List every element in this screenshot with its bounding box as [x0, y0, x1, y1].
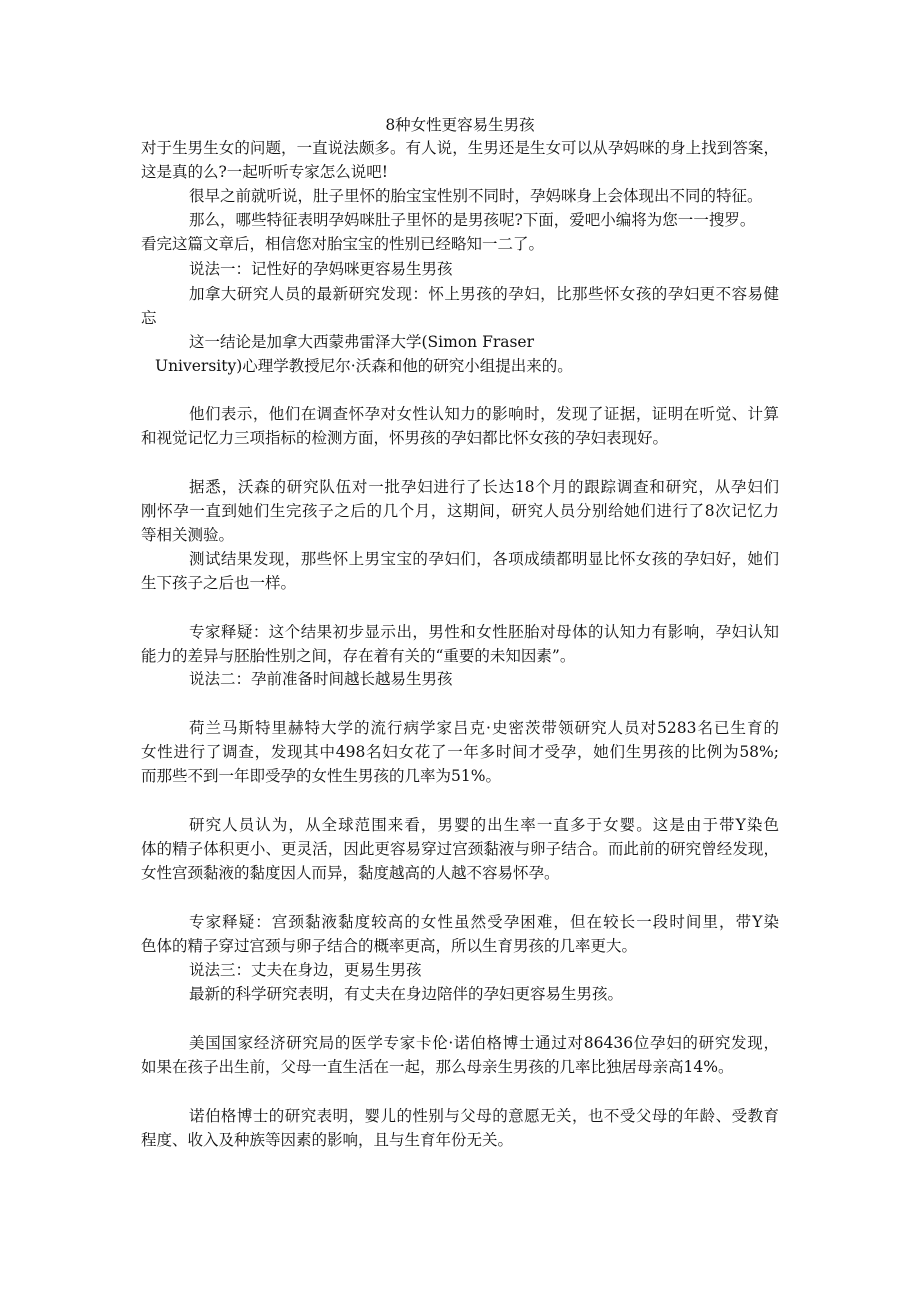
- paragraph-line: 专家释疑：这个结果初步显示出，男性和女性胚胎对母体的认知力有影响，孕妇认知: [189, 623, 779, 641]
- paragraph-line: 而那些不到一年即受孕的女性生男孩的几率为51%。: [141, 767, 501, 785]
- paragraph-line: 这是真的么?一起听听专家怎么说吧!: [141, 163, 389, 181]
- paragraph-line: 那么，哪些特征表明孕妈咪肚子里怀的是男孩呢?下面，爱吧小编将为您一一搜罗。: [189, 211, 756, 229]
- paragraph-line: 很早之前就听说，肚子里怀的胎宝宝性别不同时，孕妈咪身上会体现出不同的特征。: [189, 187, 763, 205]
- paragraph-line: 研究人员认为，从全球范围来看，男婴的出生率一直多于女婴。这是由于带Y染色: [189, 816, 779, 834]
- paragraph-line: 荷兰马斯特里赫特大学的流行病学家吕克·史密茨带领研究人员对5283名已生育的: [189, 719, 779, 737]
- paragraph-line: 如果在孩子出生前，父母一直生活在一起，那么母亲生男孩的几率比独居母亲高14%。: [141, 1058, 734, 1076]
- section-heading: 说法三：丈夫在身边，更易生男孩: [189, 961, 422, 979]
- paragraph-line: 据悉，沃森的研究队伍对一批孕妇进行了长达18个月的跟踪调查和研究，从孕妇们: [189, 478, 779, 496]
- paragraph-line: 看完这篇文章后，相信您对胎宝宝的性别已经略知一二了。: [141, 235, 545, 253]
- paragraph-line: 对于生男生女的问题，一直说法颇多。有人说，生男还是生女可以从孕妈咪的身上找到答案，: [141, 139, 779, 157]
- paragraph-line: University)心理学教授尼尔·沃森和他的研究小组提出来的。: [155, 357, 573, 375]
- paragraph-line: 程度、收入及种族等因素的影响，且与生育年份无关。: [141, 1131, 514, 1149]
- page-title: 8种女性更容易生男孩: [385, 116, 535, 134]
- paragraph-line: 测试结果发现，那些怀上男宝宝的孕妇们，各项成绩都明显比怀女孩的孕妇好，她们: [189, 550, 779, 568]
- section-heading: 说法一：记性好的孕妈咪更容易生男孩: [189, 260, 453, 278]
- paragraph-line: 色体的精子穿过宫颈与卵子结合的概率更高，所以生育男孩的几率更大。: [141, 937, 638, 955]
- paragraph-line: 诺伯格博士的研究表明，婴儿的性别与父母的意愿无关，也不受父母的年龄、受教育: [189, 1107, 779, 1125]
- paragraph-line: 和视觉记忆力三项指标的检测方面，怀男孩的孕妇都比怀女孩的孕妇表现好。: [141, 429, 669, 447]
- paragraph-line: 女性宫颈黏液的黏度因人而异，黏度越高的人越不容易怀孕。: [141, 864, 560, 882]
- paragraph-line: 生下孩子之后也一样。: [141, 574, 297, 592]
- paragraph-line: 忘: [141, 309, 157, 327]
- paragraph-line: 加拿大研究人员的最新研究发现：怀上男孩的孕妇，比那些怀女孩的孕妇更不容易健: [189, 285, 779, 303]
- paragraph-line: 这一结论是加拿大西蒙弗雷泽大学(Simon Fraser: [189, 333, 535, 351]
- paragraph-line: 刚怀孕一直到她们生完孩子之后的几个月，这期间，研究人员分别给她们进行了8次记忆力: [141, 502, 779, 520]
- paragraph-line: 专家释疑：宫颈黏液黏度较高的女性虽然受孕困难，但在较长一段时间里，带Y染: [189, 913, 779, 931]
- paragraph-line: 最新的科学研究表明，有丈夫在身边陪伴的孕妇更容易生男孩。: [189, 985, 624, 1003]
- section-heading: 说法二：孕前准备时间越长越易生男孩: [189, 670, 453, 688]
- paragraph-line: 体的精子体积更小、更灵活，因此更容易穿过宫颈黏液与卵子结合。而此前的研究曾经发现，: [141, 840, 779, 858]
- paragraph-line: 能力的差异与胚胎性别之间，存在着有关的“重要的未知因素”。: [141, 647, 576, 665]
- paragraph-line: 美国国家经济研究局的医学专家卡伦·诺伯格博士通过对86436位孕妇的研究发现，: [189, 1034, 779, 1052]
- paragraph-line: 等相关测验。: [141, 526, 235, 544]
- paragraph-line: 女性进行了调查，发现其中498名妇女花了一年多时间才受孕，她们生男孩的比例为58%;: [141, 743, 779, 761]
- paragraph-line: 他们表示，他们在调查怀孕对女性认知力的影响时，发现了证据，证明在听觉、计算: [189, 405, 779, 423]
